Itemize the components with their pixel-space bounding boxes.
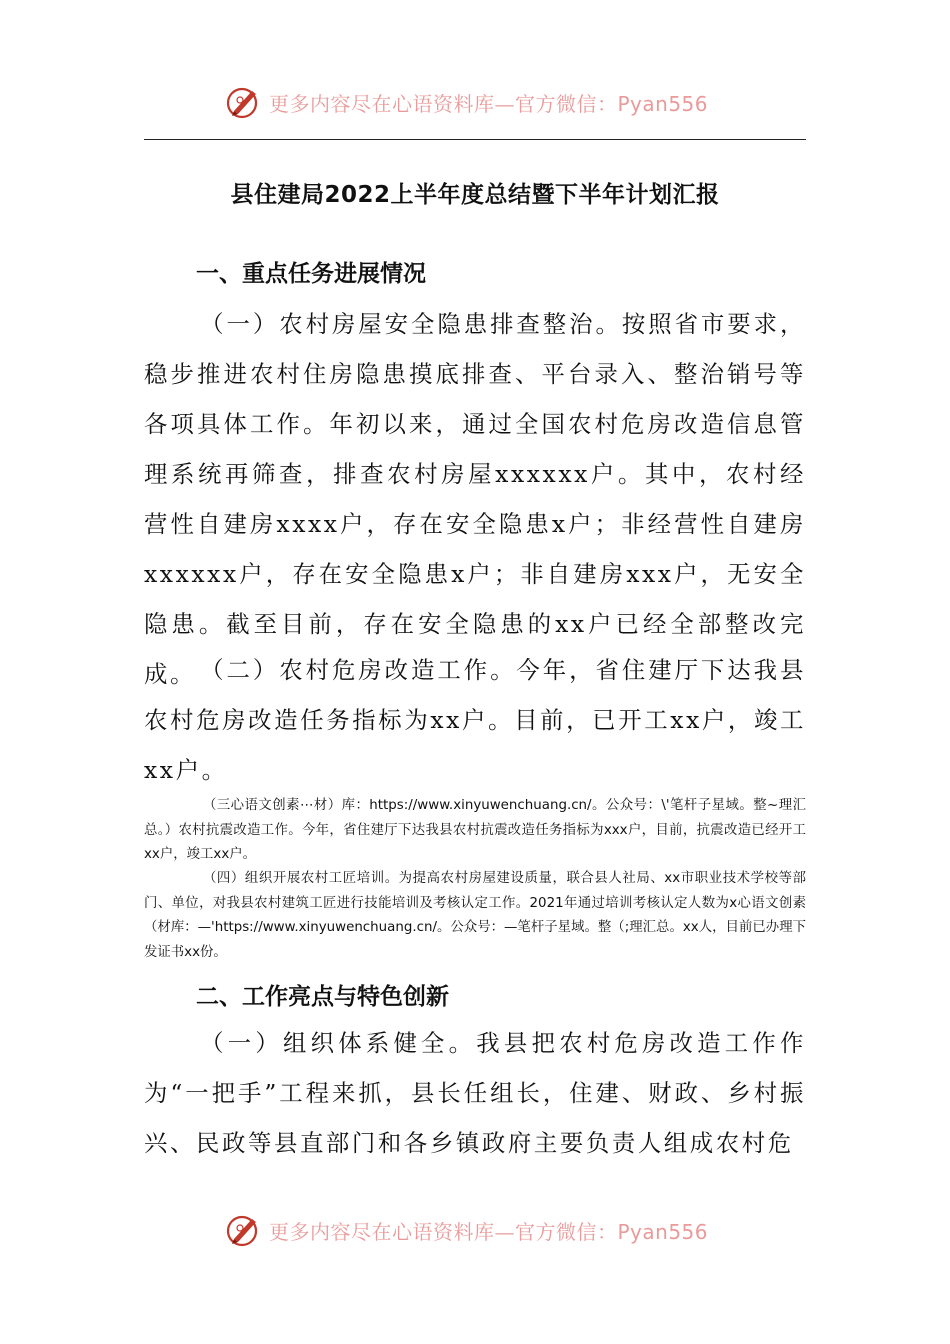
header-rule [144, 139, 806, 140]
watermark-text: 更多内容尽在心语资料库—官方微信：Pyan556 [269, 1219, 709, 1244]
pen-logo-icon [225, 1212, 261, 1248]
paragraph-2: （二）农村危房改造工作。今年，省住建厅下达我县农村危房改造任务指标为xx户。目前，已开工xx户，竣工xx户。 [144, 656, 806, 784]
wechat-id: Pyan556 [617, 1219, 709, 1244]
paragraph-1: （一）农村房屋安全隐患排查整治。按照省市要求，稳步推进农村住房隐患摸底排查、平台录入、整治销号等各项具体工作。年初以来，通过全国农村危房改造信息管理系统再筛查，排查农村房屋xxxxxx户。其中，农村经营性自建房xxxx户，存在安全隐患x户；非经营性自建房xxxxxx户，存在安全隐患x户；非自建房xxx户，无安全隐患。截至目前，存在安全隐患的xx户已经全部整改完成。 [144, 310, 806, 688]
section-heading-1: 一、重点任务进展情况 [196, 261, 426, 287]
wechat-id: Pyan556 [617, 91, 709, 116]
section-heading-2: 二、工作亮点与特色创新 [196, 984, 449, 1010]
watermark-banner-bottom [225, 1208, 745, 1252]
watermark-banner-top [225, 80, 745, 124]
watermark-text: 更多内容尽在心语资料库—官方微信：Pyan556 [269, 91, 709, 116]
paragraph-3: （三心语文创素⋯材）库：https://www.xinyuwenchuang.cn/。公众号：\'笔杆子星域。整~理汇总。）农村抗震改造工作。今年，省住建厅下达我县农村抗震改造任务指标为xxx户，目前，抗震改造已经开工xx户，竣工xx户。 [144, 798, 806, 862]
paragraph-4: （四）组织开展农村工匠培训。为提高农村房屋建设质量，联合县人社局、xx市职业技术学校等部门、单位，对我县农村建筑工匠进行技能培训及考核认定工作。2021年通过培训考核认定人数为x心语文创素（材库：—'https://www.xinyuwenchuang.cn/。公众号：—笔杆子星域。整（;理汇总。xx人，目前已办理下发证书xx份。 [144, 871, 806, 960]
paragraph-5: （一）组织体系健全。我县把农村危房改造工作作为“一把手”工程来抓，县长任组长，住建、财政、乡村振兴、民政等县直部门和各乡镇政府主要负责人组成农村危 [144, 1029, 806, 1157]
pen-logo-icon [225, 84, 261, 120]
document-title: 县住建局2022上半年度总结暨下半年计划汇报 [230, 182, 720, 208]
